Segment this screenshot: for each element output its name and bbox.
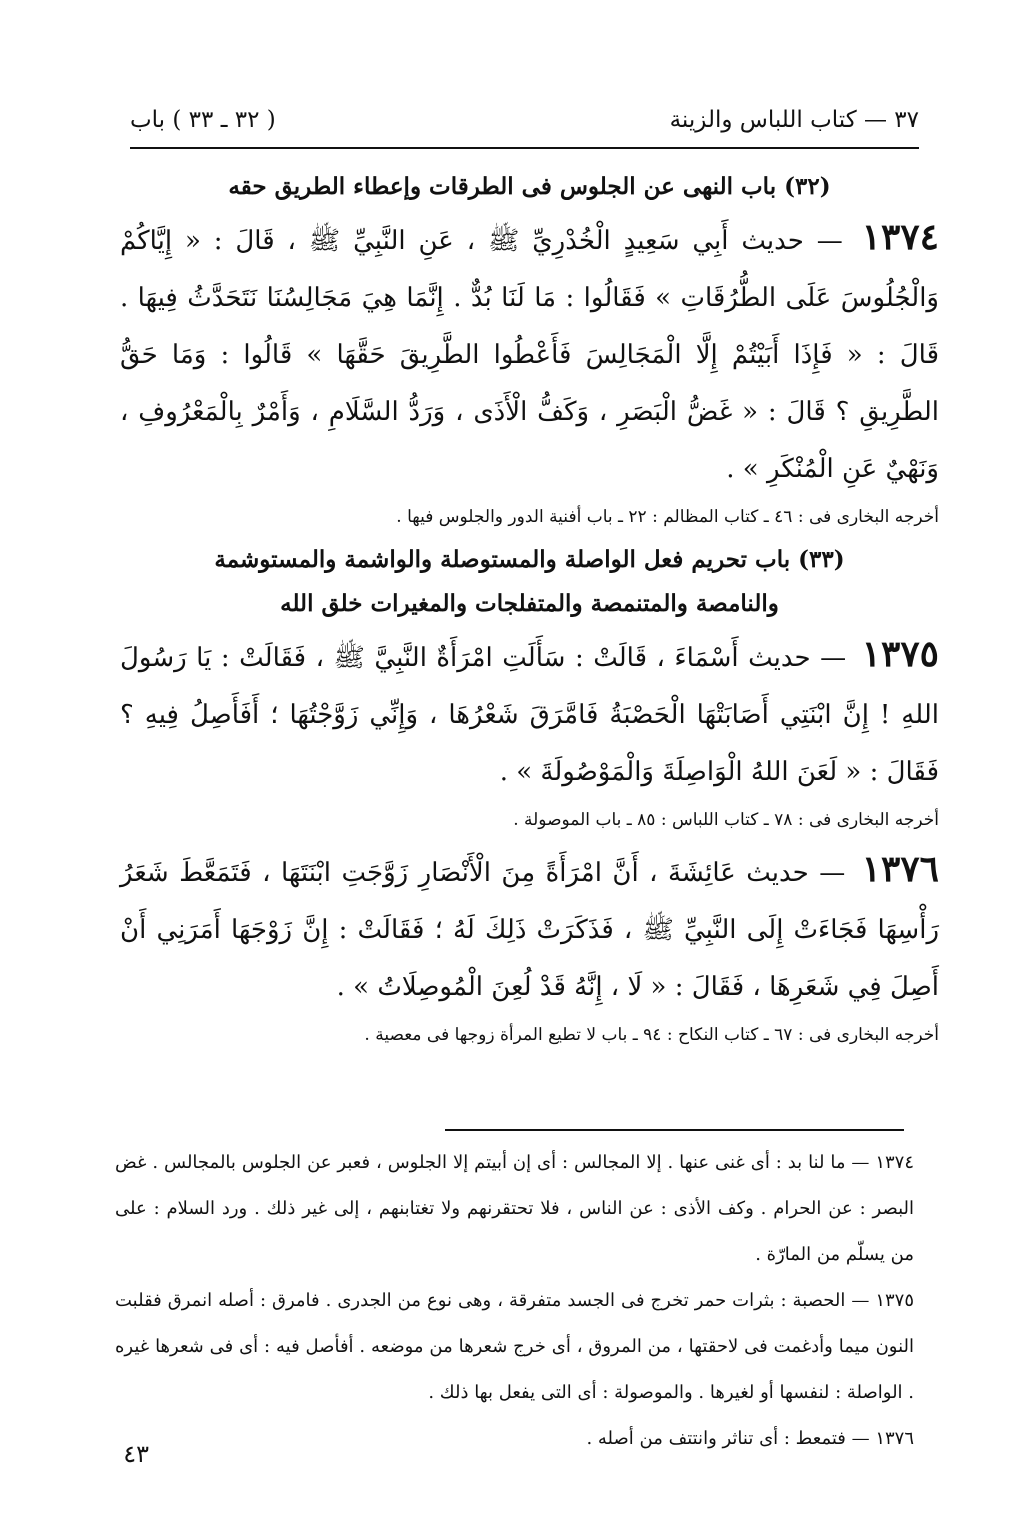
hadith-text: — حديث أَبِي سَعِيدٍ الْخُدْرِيِّ ﷺ ، عَنِ النَّبِيِّ ﷺ ، قَالَ : « إِيَّاكُمْ وَالْجُلُوسَ عَلَى الطُّرُقَاتِ » فَقَالُوا : مَا لَنَا بُدٌّ . إِنَّمَا هِيَ مَجَالِسُنَا نَتَحَدَّثُ فِيهَا . قَالَ : « فَإِذَا أَبَيْتُمْ إِلَّا الْمَجَالِسَ فَأَعْطُوا الطَّرِيقَ حَقَّهَا » قَالُوا : وَمَا حَقُّ الطَّرِيقِ ؟ قَالَ : « غَضُّ الْبَصَرِ ، وَكَفُّ الْأَذَى ، وَرَدُّ السَّلَامِ ، وَأَمْرٌ بِالْمَعْرُوفِ ، وَنَهْيٌ عَنِ الْمُنْكَرِ » . [120, 226, 939, 484]
footnote-1374: ١٣٧٤ — ما لنا بد : أى غنى عنها . إلا المجالس : أى إن أبيتم إلا الجلوس ، فعبر عن الجلوس بالمجالس . غض البصر : عن الحرام . وكف الأذى : عن الناس ، فلا تحتقرنهم ولا تغتابنهم ، إلى غير ذلك . ورد السلام : على من يسلّم من المارّة . [115, 1152, 914, 1265]
hadith-source: أخرجه البخارى فى : ٧٨ ـ كتاب اللباس : ٨٥ ـ باب الموصولة . [513, 810, 939, 830]
chapter-heading-33: (٣٣) باب تحريم فعل الواصلة والمستوصلة والواشمة والمستوشمة [214, 546, 845, 573]
hadith-1374 [120, 209, 939, 498]
page-number: ٤٣ [123, 1440, 149, 1468]
hadith-source: أخرجه البخارى فى : ٤٦ ـ كتاب المظالم : ٢٢ ـ باب أفنية الدور والجلوس فيها . [396, 507, 939, 527]
header-divider [130, 147, 919, 149]
footnote-divider [445, 1129, 904, 1131]
hadith-number: ١٣٧٤ [861, 216, 939, 258]
hadith-1375 [120, 626, 939, 801]
header-book-title: ٣٧ — كتاب اللباس والزينة [669, 107, 919, 133]
hadith-text: — حديث أَسْمَاءَ ، قَالَتْ : سَأَلَتِ امْرَأَةٌ النَّبِيَّ ﷺ ، فَقَالَتْ : يَا رَسُولَ اللهِ ! إِنَّ ابْنَتِي أَصَابَتْهَا الْحَصْبَةُ فَامَّرَقَ شَعْرُهَا ، وَإِنِّي زَوَّجْتُهَا ؛ أَفَأَصِلُ فِيهِ ؟ فَقَالَ : « لَعَنَ اللهُ الْوَاصِلَةَ وَالْمَوْصُولَةَ » . [120, 643, 939, 787]
chapter-heading-33-line2: والنامصة والمتنمصة والمتفلجات والمغيرات خلق الله [280, 590, 779, 617]
footnotes [115, 1140, 914, 1462]
hadith-1376 [120, 841, 939, 1016]
hadith-number: ١٣٧٥ [861, 633, 939, 675]
hadith-text: — حديث عَائِشَةَ ، أَنَّ امْرَأَةً مِنَ الْأَنْصَارِ زَوَّجَتِ ابْنَتَهَا ، فَتَمَعَّطَ شَعَرُ رَأْسِهَا فَجَاءَتْ إِلَى النَّبِيِّ ﷺ ، فَذَكَرَتْ ذَلِكَ لَهُ ؛ فَقَالَتْ : إِنَّ زَوْجَهَا أَمَرَنِي أَنْ أَصِلَ فِي شَعَرِهَا ، فَقَالَ : « لَا ، إِنَّهُ قَدْ لُعِنَ الْمُوصِلَاتُ » . [120, 858, 939, 1002]
hadith-number: ١٣٧٦ [861, 848, 940, 890]
main-text [120, 165, 939, 1056]
running-header [130, 96, 919, 144]
chapter-heading-32: (٣٢) باب النهى عن الجلوس فى الطرقات وإعطاء الطريق حقه [228, 173, 831, 200]
footnote-1375: ١٣٧٥ — الحصبة : بثرات حمر تخرج فى الجسد متفرقة ، وهى نوع من الجدرى . فامرق : أصله انمرق فقلبت النون ميما وأدغمت فى لاحقتها ، من المروق ، أى خرج شعرها من موضعه . أفأصل فيه : أى فى شعرها غيره . الواصلة : لنفسها أو لغيرها . والموصولة : أى التى يفعل بها ذلك . [115, 1290, 914, 1403]
hadith-source: أخرجه البخارى فى : ٦٧ ـ كتاب النكاح : ٩٤ ـ باب لا تطيع المرأة زوجها فى معصية . [364, 1025, 939, 1045]
footnote-1376: ١٣٧٦ — فتمعط : أى تناثر وانتتف من أصله . [586, 1428, 914, 1449]
header-chapter-range: ( ٣٢ ـ ٣٣ ) باب [130, 107, 276, 133]
